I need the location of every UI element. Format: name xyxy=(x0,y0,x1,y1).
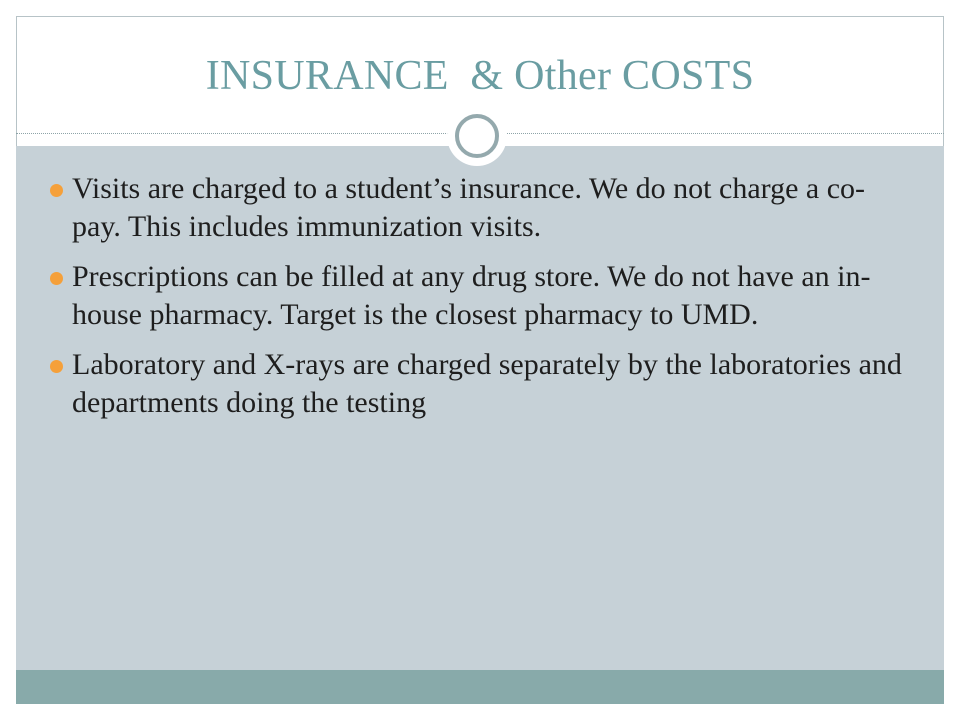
bullet-icon xyxy=(50,184,63,197)
slide-title: INSURANCE & Other COSTS xyxy=(205,53,755,99)
bullet-text: Visits are charged to a student’s insurance. We do not charge a co-pay. This includes immunization visits. xyxy=(72,172,866,243)
bullet-list xyxy=(48,170,908,434)
bullet-item xyxy=(48,346,908,422)
bullet-text: Prescriptions can be filled at any drug store. We do not have an in-house pharmacy. Target is the closest pharmacy to UMD. xyxy=(72,260,871,331)
bullet-item xyxy=(48,258,908,334)
bullet-icon xyxy=(50,272,63,285)
bullet-item xyxy=(48,170,908,246)
ring-ornament-icon xyxy=(455,114,499,158)
bullet-icon xyxy=(50,360,63,373)
footer-bar xyxy=(16,670,944,704)
bullet-text: Laboratory and X-rays are charged separately by the laboratories and departments doing the testing xyxy=(72,348,902,419)
